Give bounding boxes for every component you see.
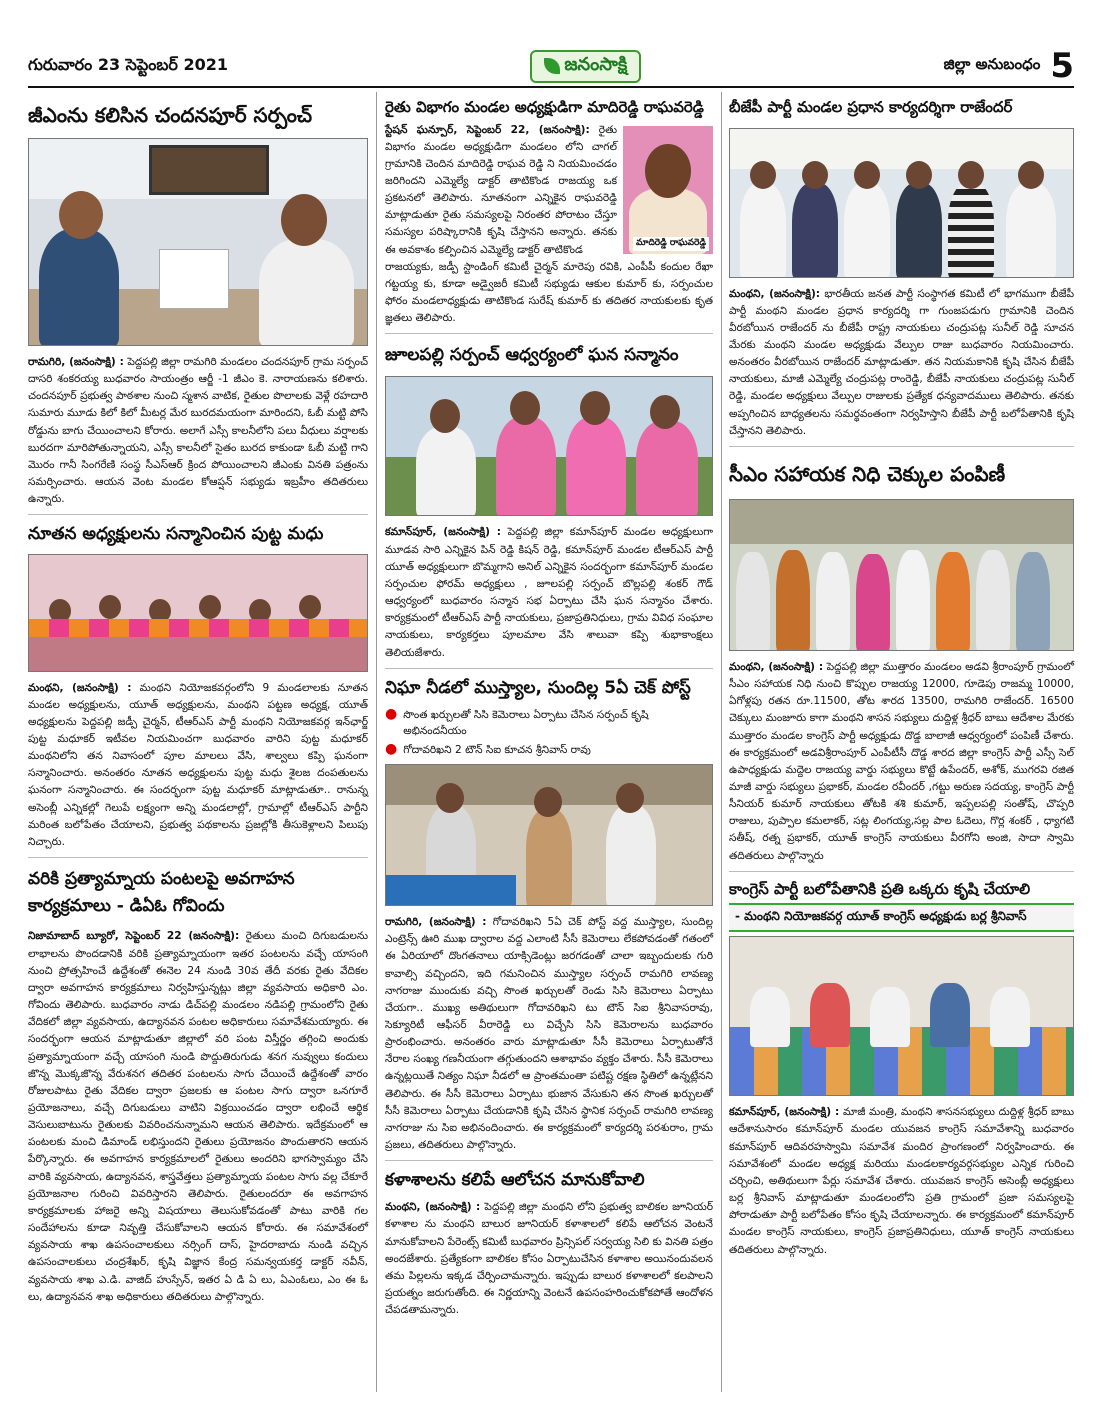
article-text: పెద్దపల్లి జిల్లా రామగిరి మండలం చందనపూర్ గ్రామ సర్పంచ్ దాసరి శంకరయ్య బుధవారం సాయంత్రం ఆర్జీ -1 జీఎం కె. నారాయణను కలిశారు. చందనపూర్ ప్రభుత్వ పాఠశాల నుంచి స్మశాన వాటిక, రైతుల పొలాలకు వెళ్లే రహదారి సుమారు మూడు కిలో కిలో మీటర్ల మేర బురదమయంగా మారిందని, ఓబీ మట్టి పోసి రోడ్డును బాగు చేయించాలని కోరారు. అలాగే ఎస్సీ కాలనీలోని పలు వీధులు వర్షాలకు బురదగా మారిపోతున్నాయని, ఎస్సీ కాలనీలో సైతం బురద కాకుండా ఓబీ మట్టి గాని మొరం గానీ సింగరేణి సంస్థ సీఎస్ఆర్ క్రింద పోయించాలని జీఎంకు వినతి పత్రంను సమర్పించారు. ఆయన వెంట మండల కోఆప్షన్ సభ్యుడు ఇబ్రహీం తదితరులు ఉన్నారు. xyxy=(28,356,369,506)
bullet-icon: ● xyxy=(385,705,398,722)
article-body xyxy=(385,259,713,328)
article-with-portrait xyxy=(385,122,713,259)
article-text: మంథని నియోజకవర్గంలోని 9 మండలాలకు నూతన మండల అధ్యక్షులను, యూత్ అధ్యక్షులను, మంథని పట్టణ అధ్యక్ష, యూత్ అధ్యక్షులను పెద్దపల్లి జడ్పీ చైర్మన్, టీఆర్ఎస్ పార్టీ మంథని నియోజకవర్గ ఇన్‌ఛార్జ్ పుట్ట మధూకర్ ఇటీవల నియమించగా బుధవారం వారిని పుట్ట మధూకర్ మంథనిలోని తన నివాసంలో పూల మాలలు వేసి, శాల్వలు కప్పి ఘనంగా సన్మానించారు. అనంతరం నూతన అధ్యక్షులను పుట్ట మధు శైలజ దంపతులను ఘనంగా సన్మానించారు. ఈ సందర్భంగా పుట్ట మధూకర్ మాట్లాడుతూ.. రానున్న అసెంబ్లీ ఎన్నికల్లో గెలుపే లక్ష్యంగా అన్ని మండలాల్లో, గ్రామాల్లో టీఆర్ఎస్ పార్టీని మరింత బలోపేతం చేయాలని, ప్రభుత్వ పథకాలను ప్రజల్లోకి తీసుకెళ్లాలని పిలుపు నిచ్చారు. xyxy=(28,681,368,848)
headline: వరికి ప్రత్యామ్నాయ పంటలపై అవగాహన కార్యక్రమాలు - డిఏఓ గోవిందు xyxy=(28,869,295,917)
news-photo xyxy=(729,128,1074,278)
news-photo xyxy=(385,376,713,516)
issue-date: గురువారం 23 సెప్టెంబర్ 2021 xyxy=(28,54,228,74)
separator xyxy=(729,446,1074,447)
article-text: రైతులు మంచి దిగుబడులను లాభాలను పొందడానికి వరికి ప్రత్యామ్నాయంగా ఇతర పంటలను వచ్చే యాసంగి నుంచి ప్రోత్సహించే ఉద్దేశంతో ఈనెల 24 నుండి 30వ తేదీ వరకు రైతు వేదికల ద్వారా అవగాహన కార్యక్రమాలు నిర్వహిస్తున్నట్లు జిల్లా వ్యవసాయ అధికారి ఎం. గోవిందు తెలిపారు. బుధవారం నాడు డిచ్‌పల్లి మండలం నడిపల్లి గ్రామంలోని రైతు వేదికలో జిల్లా వ్యవసాయ, ఉద్యానవన పంటల అధికారులు సమావేశమయ్యారు. ఈ సందర్భంగా ఆయన మాట్లాడుతూ జిల్లాలో వరి పంట విస్తీర్ణం తగ్గించి అందుకు ప్రత్యామ్నాయంగా వచ్చే యాసంగి నుండి పొద్దుతిరుగుడు శనగ నువ్వులు కందులు జొన్న మొక్కజొన్న వేరుశనగ తదితర పంటలను సాగు చేయించే ఉద్దేశంతో వారం రోజులపాటు రైతు వేదికల ద్వారా ప్రజలకు ఆ పంటల సాగు ద్వారా ఒనగూరే ప్రయోజనాలు, వచ్చే దిగుబడులు వాటిని విక్రయించడం ద్వారా లభించే ఆర్థిక వెసులుబాటును రైతులకు వివరించనున్నామని ఆయన తెలిపారు. ఇదేక్రమంలో ఆ పంటలకు మంచి డిమాండ్ లభిస్తుందని రైతులు ప్రయోజనం పొందుతారని ఆయన పేర్కొన్నారు. ఈ అవగాహన కార్యక్రమాలలో రైతులు అందరిని భాగస్వామ్యం చేసి వారికి వ్యవసాయ, ఉద్యానవన, శాస్త్రవేత్తలు ప్రత్యామ్నాయ పంటల సాగు వల్ల చేకూరే ప్రయోజనాల గురించి వివరిస్తారని తెలిపారు. రైతులందరూ ఈ అవగాహన కార్యక్రమాలకు హాజరై అన్ని విషయాలు తెలుసుకోవడంతో పాటు వారికి గల సందేహాలను కూడా నివృత్తి చేసుకోవాలని ఆయన కోరారు. ఈ సమావేశంలో వ్యవసాయ శాఖ ఉపసంచాలకులు నర్సింగ్ దాస్, హైదరాబాదు నుండి వచ్చిన ఉపసంచాలకులు చంద్రశేఖర్, కృషి విజ్ఞాన కేంద్ర సమన్వయకర్త డాక్టర్ నవీన్, వ్యవసాయ శాఖ ఎ.డి. వాజిద్ హుస్సేన్, ఇతర ఏ డి ఏ లు, ఏఎంఓలు, ఎం ఈ ఓ లు, ఉద్యానవన శాఖ అధికారులు తదితరులు పాల్గొన్నారు. xyxy=(28,930,368,1303)
article-body xyxy=(729,659,1074,865)
article-text: రాజయ్యకు, జడ్పీ స్టాండింగ్ కమిటీ చైర్మన్ మారెపు రవికి, ఎంపీపీ కందుల రేఖా గట్టయ్య కు, కూడా అడ్వైజరీ కమిటీ సభ్యుడు ఆకుల కుమార్ కు, సర్పంచుల ఫోరం మండలాధ్యక్షుడు తాటికొండ సురేష్ కుమార్ కు తదితర నాయకులకు కృత జ్ఞతలు తెలిపారు. xyxy=(385,260,713,325)
article-body xyxy=(385,914,713,1154)
separator xyxy=(385,333,713,334)
masthead-rule xyxy=(28,86,1074,88)
subheadline: - మంథని నియోజకవర్గ యూత్ కాంగ్రెస్ అధ్యక్షుడు బర్ల శ్రీనివాస్ xyxy=(729,903,1074,932)
news-photo xyxy=(385,764,713,906)
article-text: భారతీయ జనత పార్టీ సంస్థాగత కమిటీ లో భాగముగా బీజేపీ పార్టీ మంథని మండల ప్రధాన కార్యదర్శి గా గుంజపడుగు గ్రామానికి చెందిన వీరబోయిన రాజేందర్ ను బీజేపీ రాష్ట్ర నాయకులు చంద్రుపట్ల సునీల్ రెడ్డి సూచన మేరకు మంథని మండల అధ్యక్షుడు వేల్పుల రాజు బుధవారం నియమించారు. అనంతరం వీరబోయిన రాజేందర్ మాట్లాడుతూ. తన నియమకానికి కృషి చేసిన బీజేపీ నాయకులు, మాజీ ఎమ్మెల్యే చంద్రుపట్ల రాంరెడ్డి, బీజేపీ నాయకులు చంద్రుపట్ల సునీల్ రెడ్డి, మండల అధ్యక్షులు వేల్పుల రాజులకు ప్రత్యేక ధన్యవాదములు తెలిపారు. తనకు అప్పగించిన బాధ్యతలను సమర్థవంతంగా నిర్వహిస్తాని బీజేపీ పార్టీ బలోపేతానికి కృషి చేస్తానని తెలిపారు. xyxy=(729,287,1074,437)
dateline: కమాన్‌పూర్, (జనంసాక్షి) : xyxy=(385,526,502,539)
bullet-point xyxy=(385,707,713,740)
separator xyxy=(729,871,1074,872)
bullet-point xyxy=(385,742,713,758)
headline: కళాశాలను కలిపే ఆలోచన మానుకోవాలి xyxy=(385,1170,645,1191)
separator xyxy=(28,514,368,515)
dateline: మంథని, (జనంసాక్షి) : xyxy=(385,1201,481,1214)
headline: రైతు విభాగం మండల అధ్యక్షుడిగా మాదిరెడ్డి రాఘవరెడ్డి xyxy=(385,98,704,116)
newspaper-logo xyxy=(530,50,641,83)
headline: కాంగ్రెస్ పార్టీ బలోపేతానికి ప్రతి ఒక్కరు కృషి చేయాలి xyxy=(729,879,1031,898)
bullet-text: గోదావరిఖని 2 టౌన్ సిఐ కూచన శ్రీనివాస్ రావు xyxy=(403,743,591,756)
dateline: స్టేషన్ ఘన్పూర్, సెప్టెంబర్ 22, (జనంసాక్షి): xyxy=(385,123,590,136)
article-body xyxy=(729,1104,1074,1258)
dateline: కమాన్‌పూర్, (జనంసాక్షి) : xyxy=(729,1106,840,1119)
leaf-icon xyxy=(544,58,560,74)
separator xyxy=(385,1160,713,1161)
headline: నిఘా నీడలో ముస్త్యాల, సుందిల్ల 5ఏ చెక్ పోస్ట్ xyxy=(385,677,691,698)
dateline: మంథని, (జనంసాక్షి) : xyxy=(729,660,824,673)
column-1 xyxy=(28,94,368,1306)
article-text: మాజీ మంత్రి, మంథని శాసనసభ్యులు దుద్దిళ్ల శ్రీధర్ బాబు ఆదేశానుసారం కమాన్‌పూర్ మండల యువజన కాంగ్రెస్ సమావేశాన్ని బుధవారం కమాన్‌పూర్ ఆదివరహస్వామి సమావేశ మందిర ప్రాంగణంలో నిర్వహించారు. ఈ సమావేశంలో మండల అధ్యక్ష మరియు మండలకార్యవర్గసభ్యుల ఎన్నిక గురించి చర్చించి, అతిథులుగా పేర్లు సమావేశ చేశారు. యువజన కాంగ్రెస్ అసెంబ్లీ అధ్యక్షులు బర్ల శ్రీనివాస్ మాట్లాడుతూ మండలంలోని ప్రతి గ్రామంలో ప్రజా సమస్యలపై పోరాడుతూ పార్టీ బలోపేతం కోసం కృషి చేయాలన్నారు. ఈ కార్యక్రమంలో కమాన్‌పూర్ మండల కాంగ్రెస్ నాయకులు, కాంగ్రెస్ ప్రజాప్రతినిధులు, యూత్ కాంగ్రెస్ నాయకులు తదితరులు పాల్గొన్నారు. xyxy=(729,1106,1074,1256)
headline: జూలపల్లి సర్పంచ్ ఆధ్వర్యంలో ఘన సన్మానం xyxy=(385,345,679,366)
portrait-photo xyxy=(623,126,713,254)
column-divider xyxy=(376,92,377,1392)
dateline: రామగిరి, (జనంసాక్షి) : xyxy=(28,356,124,368)
article-body xyxy=(729,286,1074,440)
separator xyxy=(28,857,368,858)
article-body xyxy=(28,928,368,1305)
news-photo xyxy=(729,936,1074,1096)
headline: సీఎం సహాయక నిధి చెక్కుల పంపిణీ xyxy=(729,461,1006,486)
article-text: పెద్దపల్లి జిల్లా కమాన్‌పూర్ మండల అధ్యక్షులుగా మూడవ సారి ఎన్నికైన పిన్ రెడ్డి కిషన్ రెడ్డి, కమాన్‌పూర్ మండల టీఆర్ఎస్ పార్టీ యూత్ అధ్యక్షులుగా బొమ్మగాని అనిల్ ఎన్నికైన సందర్భంగా కమాన్‌పూర్ మండల సర్పంచుల ఫోరమ్ అధ్యక్షులు , జూలపల్లి సర్పంచ్ బొల్లపల్లి శంకర్ గౌడ్ ఆధ్వర్యంలో బుధవారం సన్మాన సభ ఏర్పాటు చేసి ఘన సన్మానం చేశారు. కార్యక్రమంలో టీఆర్ఎస్ పార్టీ నాయకులు, ప్రజాప్రతినిధులు, గ్రామ వివిధ సంఘాల నాయకులు, కార్యకర్తలు పూలమాల వేసి శాలువా కప్పి శుభాకాంక్షలు తెలియజేశారు. xyxy=(385,526,713,659)
article-text: గోదావరిఖని 5ఏ చెక్ పోస్ట్ వద్ద ముస్త్యాల, సుందిల్ల ఎంట్రెన్స్ ఊరి ముఖ ద్వారాల వద్ద ఎలాంటి సీసీ కెమెరాలు లేకపోవడంతో గతంలో ఈ ఏరియాలో దొంగతనాలు యాక్సిడెంట్లు జరగడంతో చాలా ఇబ్బందులకు గురి కావాల్సి వచ్చిందని, ఇది గమనించిన ముస్త్యాల సర్పంచ్ రామగిరి లావణ్య నాగరాజు ముందుకు వచ్చి సొంత ఖర్చులతో రెండు సిసి కెమెరాలు ఏర్పాటు చేయగా.. ముఖ్య అతిథులుగా గోదావరిఖని టు టౌన్ సిఐ శ్రీనివాసరావు, సెక్యూరిటీ ఆఫీసర్ వీరారెడ్డి లు విచ్చేసి సిసి కెమెరాలను బుధవారం ప్రారంభించారు. అనంతరం వారు మాట్లాడుతూ సీసీ కెమెరాలు ఏర్పాటుతోనే నేరాల సంఖ్య గణనీయంగా తగ్గుతుందని ఆశాభావం వ్యక్తం చేశారు. సీసీ కెమెరాలు ఉన్నట్లయితే నిత్యం నిఘా నీడలో ఆ ప్రాంతమంతా పటిష్ట రక్షణ స్థితిలో ఉన్నట్లేనని తెలిపారు. ఈ సీసీ కెమెరాలు ఏర్పాటు భుజాన వేసుకుని తన సొంత ఖర్చులతో సీసీ కెమెరాలు ఏర్పాటు చేయడానికి కృషి చేసిన స్థానిక సర్పంచ్ రామగిరి లావణ్య నాగరాజు ను సిఐ అభినందించారు. ఈ కార్యక్రమంలో కార్యదర్శి పరశురాం, గ్రామ ప్రజలు, తదితరులు పాల్గొన్నారు. xyxy=(385,916,713,1152)
article-text: పెద్దపల్లి జిల్లా ముత్తారం మండలం అడవి శ్రీరాంపూర్ గ్రామంలో సీఎం సహాయక నిధి నుంచి కొప్పుల రాజయ్య 12000, గూడెపు రాజమ్మ 10000, ఏగోళ్లపు రతన రూ.11500, తోట శారద 13500, రామగిరి రాజేందర్. 16500 చెక్కులు మంజూరు కాగా మంథని శాసన సభ్యులు దుద్దిళ్ల శ్రీధర్ బాబు ఆదేశాల మేరకు ముత్తారం మండల కాంగ్రెస్ పార్టీ అధ్యక్షుడు దొడ్డ బాలాజీ ఆధ్వర్యంలో పంపిణీ చేశారు. ఈ కార్యక్రమంలో అడవిశ్రీరాంపూర్ ఎంపీటీసీ దొడ్డ శారద జిల్లా కాంగ్రెస్ పార్టీ ఎస్సీ సెల్ ఉపాధ్యక్షుడు మద్దెల రాజయ్య వార్డు సభ్యులు కొట్టే ఉపేందర్, అశోక్, ముగరవి రజిత మాజీ వార్డు సభ్యులు ప్రభాకర్, మండల రవీందర్ ,గట్టు అరుణ సదయ్య, కాంగ్రెస్ పార్టీ సీనియర్ కుమార్ నాయకులు తోటకి శశి కుమార్, ఇప్పలపల్లి సంతోష్, చొప్పరి రాజులు, పుప్పాల కమలాకర్, సట్ల లింగయ్య,సల్ల పాల ఓదెలు, గొర్ల శంకర్ , ధ్యాగటి సతీష్, రత్న ప్రభాకర్, యూత్ కాంగ్రెస్ నాయకులు వీరగోని అంజి, సాదా స్వామి తదితరులు పాల్గొన్నారు xyxy=(729,660,1074,862)
dateline: మంథని, (జనంసాక్షి) : xyxy=(28,681,132,694)
headline: నూతన అధ్యక్షులను సన్మానించిన పుట్ట మధు xyxy=(28,524,324,545)
headline: జీఎంను కలిసిన చందనపూర్ సర్పంచ్ xyxy=(28,103,313,127)
separator xyxy=(385,668,713,669)
dateline: రామగిరి, (జనంసాక్షి) : xyxy=(385,916,487,929)
column-3 xyxy=(729,94,1074,1259)
article-body xyxy=(385,1199,713,1319)
page-number: 5 xyxy=(1050,46,1074,86)
article-text: పెద్దపల్లి జిల్లా మంథని లోని ప్రభుత్వ బాలికల జూనియర్ కళాశాల ను మంథని బాలుర జూనియర్ కళాశాలలో కలిపే ఆలోచన వెంటనే మానుకోవాలని పేరెంట్స్ కమిటీ బుధవారం ప్రిన్సిపల్ సర్వయ్య సిలి కు వినతి పత్రం అందజేశారు. ప్రత్యేకంగా బాలికల కోసం ఏర్పాటుచేసిన కళాశాల అయినందువలన తమ పిల్లలను ఇక్కడ చేర్పించామన్నారు. ఇప్పుడు బాలుర కళాశాలలో కలపాలని ప్రయత్నం జరుగుతోంది. ఈ నిర్ణయాన్ని వెంటనే ఉపసంహరించుకోకపోతే ఆందోళన చేపడతామన్నారు. xyxy=(385,1201,713,1317)
article-text: రైతు విభాగం మండల అధ్యక్షుడిగా మండలం లోని చాగల్ గ్రామానికి చెందిన మాదిరెడ్డి రాఘవ రెడ్డి ని నియమించడం జరిగిందని ఎమ్మెల్యే డాక్టర్ తాటికొండ రాజయ్య ఒక ప్రకటనలో తెలిపారు. నూతనంగా ఎన్నికైన రాఘవరెడ్డి మాట్లాడుతూ రైతు సమస్యలపై నిరంతర పోరాటం చేస్తూ సమస్యల పరిష్కారానికి కృషి చేస్తానని అన్నారు. తనకు ఈ అవకాశం కల్పించిన ఎమ్మెల్యే డాక్టర్ తాటికొండ xyxy=(385,123,617,256)
portrait-caption: మాదిరెడ్డి రాఘవరెడ్డి xyxy=(633,237,709,251)
news-photo xyxy=(28,554,368,672)
dateline: నిజామాబాద్ బ్యూరో, సెప్టెంబర్ 22 (జనంసాక్షి): xyxy=(28,930,240,943)
column-2 xyxy=(385,94,713,1319)
article-body xyxy=(28,354,368,508)
headline: బీజేపీ పార్టీ మండల ప్రధాన కార్యదర్శిగా రాజేందర్ xyxy=(729,98,1013,116)
article-body xyxy=(28,680,368,852)
bullet-icon: ● xyxy=(385,740,398,757)
logo-text: జనంసాక్షి xyxy=(564,53,628,75)
dateline: మంథని, (జనంసాక్షి): xyxy=(729,287,821,300)
section-info xyxy=(943,46,1074,86)
news-photo xyxy=(28,138,368,346)
article-body xyxy=(385,524,713,661)
section-name: జిల్లా అనుబంధం xyxy=(943,55,1041,73)
news-photo xyxy=(729,499,1074,651)
article-body xyxy=(385,122,617,259)
column-divider xyxy=(721,92,722,1392)
bullet-text: సొంత ఖర్చులతో సిసి కెమెరాలు ఏర్పాటు చేసిన సర్పంచ్ కృషి అభినందనీయం xyxy=(403,708,649,738)
masthead xyxy=(28,48,1074,84)
